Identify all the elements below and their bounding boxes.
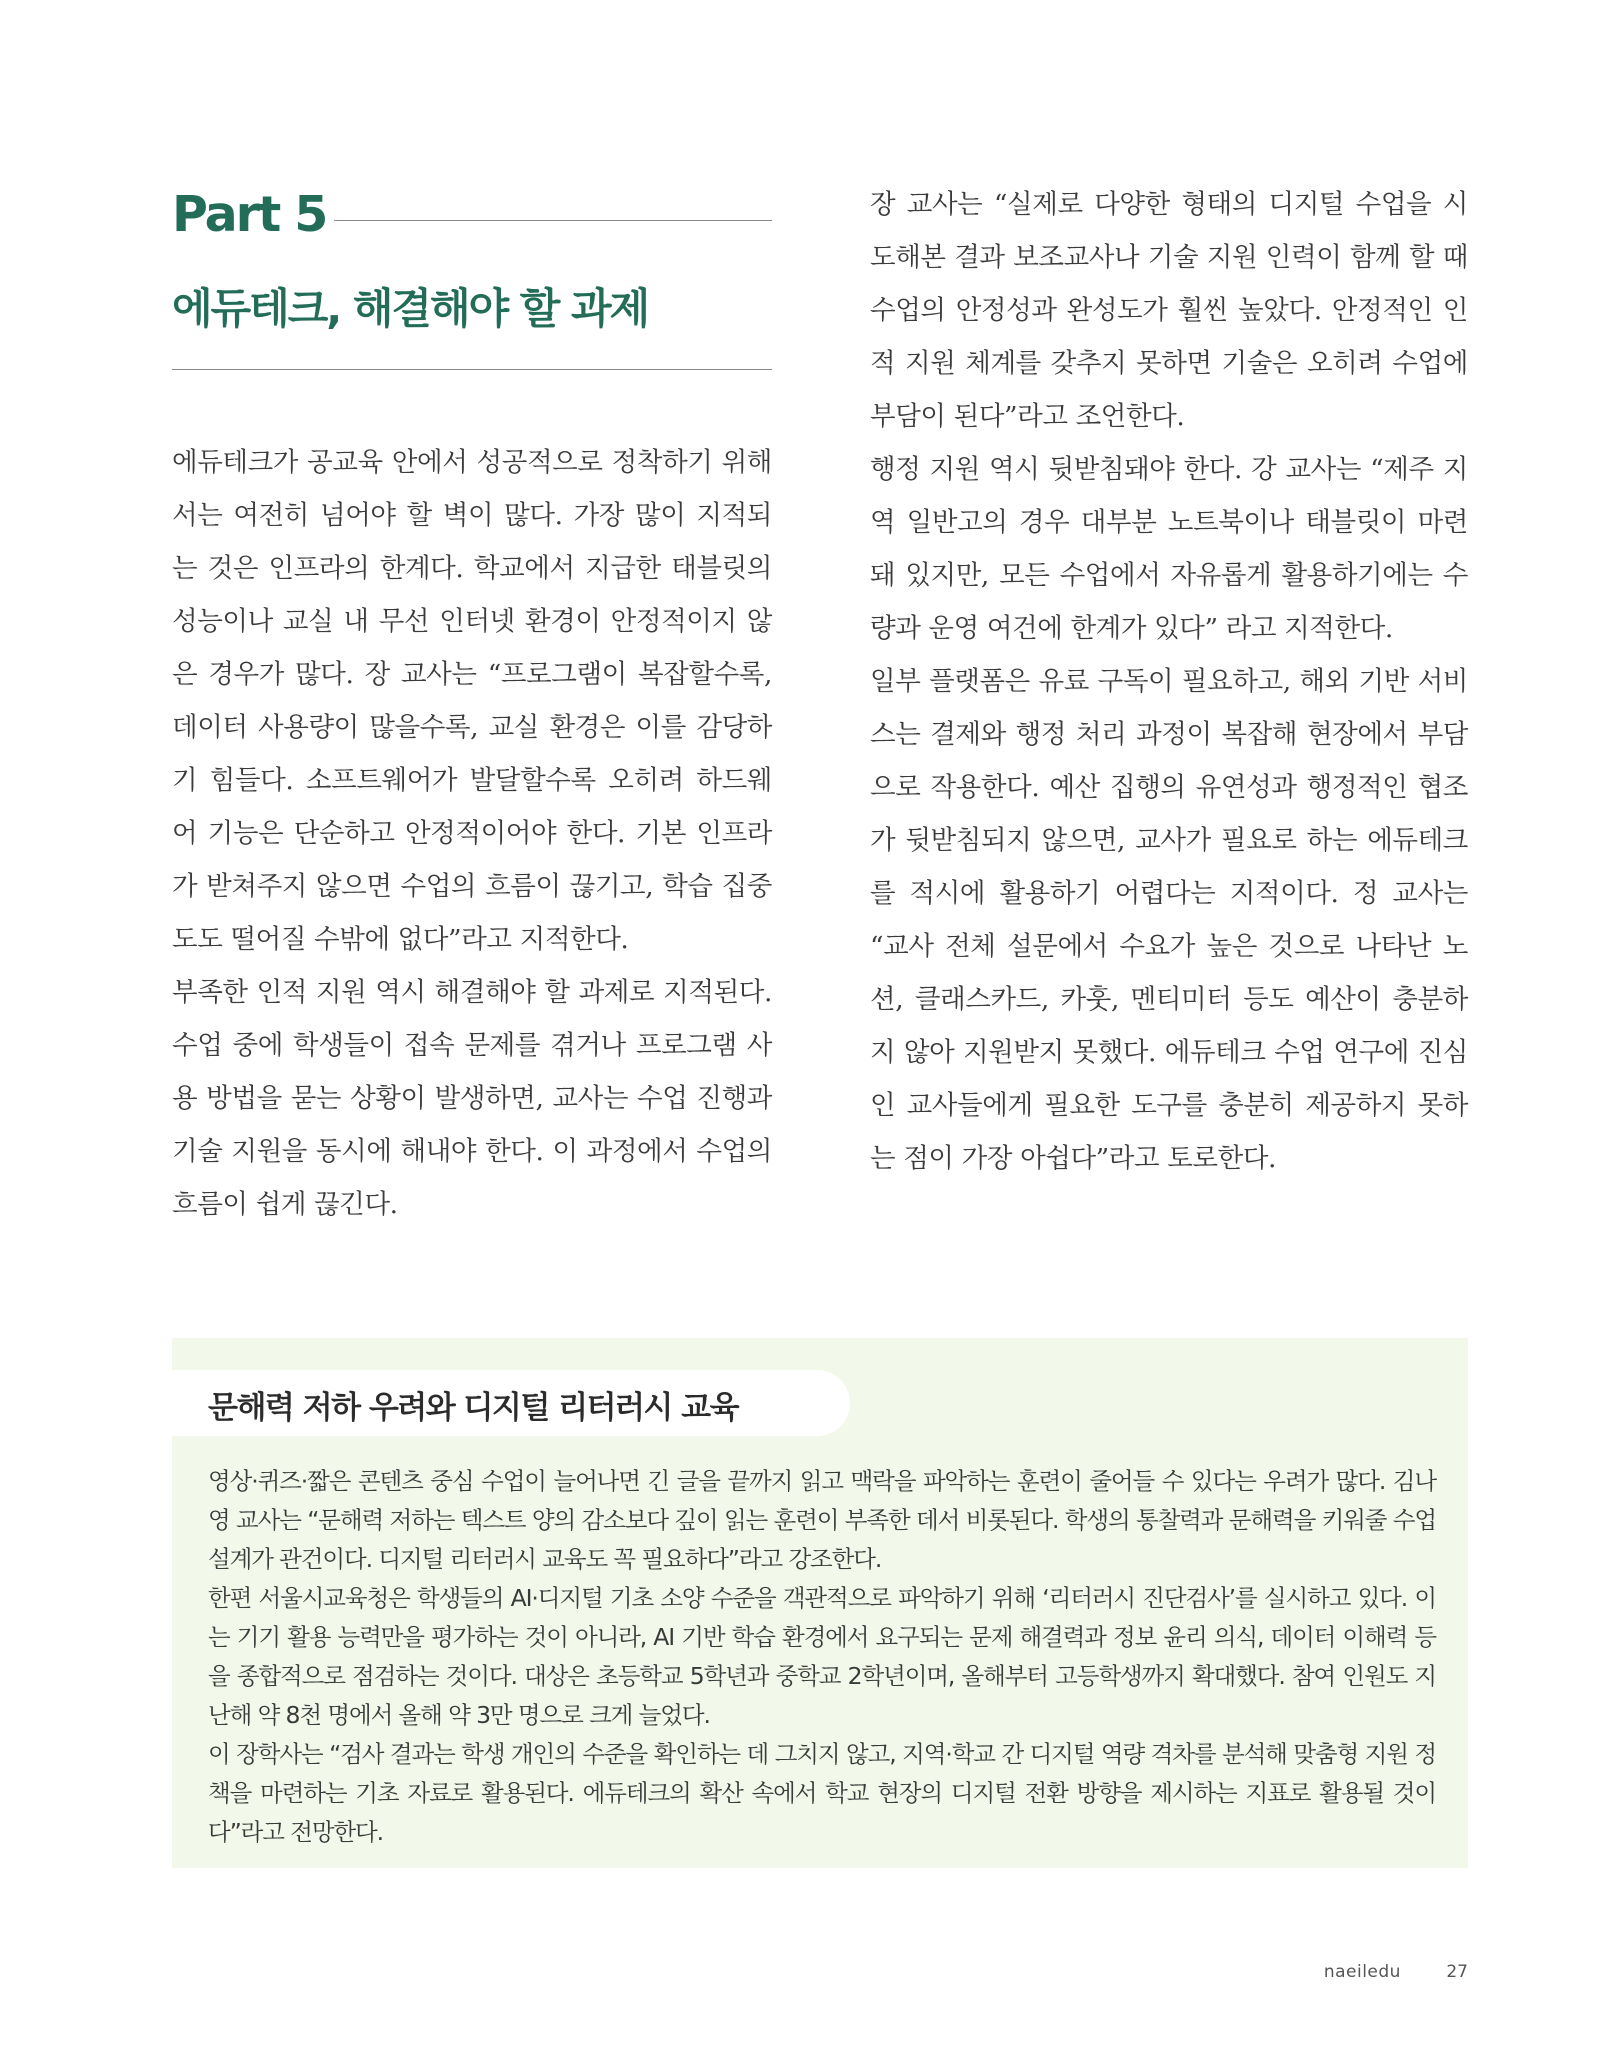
- body-paragraph: 장 교사는 “실제로 다양한 형태의 디지털 수업을 시도해본 결과 보조교사나 기술 지원 인력이 함께 할 때 수업의 안정성과 완성도가 훨씬 높았다. 안정적인 인적 지원 체계를 갖추지 못하면 기술은 오히려 수업에 부담이 된다”라고 조언한다.: [870, 189, 1468, 432]
- publication-name: naeiledu: [1323, 1962, 1401, 1982]
- sidebar-paragraph: 이 장학사는 “검사 결과는 학생 개인의 수준을 확인하는 데 그치지 않고, 지역·학교 간 디지털 역량 격차를 분석해 맞춤형 지원 정책을 마련하는 기초 자료로 활용된다. 에듀테크의 확산 속에서 학교 현장의 디지털 전환 방향을 제시하는 지표로 활용될 것이다”라고 전망한다.: [208, 1740, 1436, 1846]
- sidebar-paragraph: 한편 서울시교육청은 학생들의 AI·디지털 기초 소양 수준을 객관적으로 파악하기 위해 ‘리터러시 진단검사’를 실시하고 있다. 이는 기기 활용 능력만을 평가하는 것이 아니라, AI 기반 학습 환경에서 요구되는 문제 해결력과 정보 윤리 의식, 데이터 이해력 등을 종합적으로 점검하는 것이다. 대상은 초등학교 5학년과 중학교 2학년이며, 올해부터 고등학생까지 확대했다. 참여 인원도 지난해 약 8천 명에서 올해 약 3만 명으로 크게 늘었다.: [208, 1584, 1436, 1729]
- sidebar-box: [172, 1338, 1468, 1868]
- body-paragraph: 일부 플랫폼은 유료 구독이 필요하고, 해외 기반 서비스는 결제와 행정 처리 과정이 복잡해 현장에서 부담으로 작용한다. 예산 집행의 유연성과 행정적인 협조가 뒷받침되지 않으면, 교사가 필요로 하는 에듀테크를 적시에 활용하기 어렵다는 지적이다. 정 교사는 “교사 전체 설문에서 수요가 높은 것으로 나타난 노션, 클래스카드, 카훗, 멘티미터 등도 예산이 충분하지 않아 지원받지 못했다. 에듀테크 수업 연구에 진심인 교사들에게 필요한 도구를 충분히 제공하지 못하는 점이 가장 아쉽다”라고 토로한다.: [870, 666, 1468, 1174]
- body-paragraph: 에듀테크가 공교육 안에서 성공적으로 정착하기 위해서는 여전히 넘어야 할 벽이 많다. 가장 많이 지적되는 것은 인프라의 한계다. 학교에서 지급한 태블릿의 성능이나 교실 내 무선 인터넷 환경이 안정적이지 않은 경우가 많다. 장 교사는 “프로그램이 복잡할수록, 데이터 사용량이 많을수록, 교실 환경은 이를 감당하기 힘들다. 소프트웨어가 발달할수록 오히려 하드웨어 기능은 단순하고 안정적이어야 한다. 기본 인프라가 받쳐주지 않으면 수업의 흐름이 끊기고, 학습 집중도도 떨어질 수밖에 없다”라고 지적한다.: [172, 447, 772, 955]
- sidebar-body: [208, 1462, 1436, 1852]
- section-title: 에듀테크, 해결해야 할 과제: [172, 284, 649, 333]
- page-number: 27: [1446, 1962, 1468, 1982]
- part-label: Part 5: [172, 185, 327, 243]
- left-column: [172, 436, 772, 1231]
- title-rule-divider: [172, 369, 772, 370]
- body-paragraph: 행정 지원 역시 뒷받침돼야 한다. 강 교사는 “제주 지역 일반고의 경우 대부분 노트북이나 태블릿이 마련돼 있지만, 모든 수업에서 자유롭게 활용하기에는 수량과 운영 여건에 한계가 있다” 라고 지적한다.: [870, 454, 1468, 644]
- page-footer: [1324, 1962, 1468, 1982]
- body-paragraph: 부족한 인적 지원 역시 해결해야 할 과제로 지적된다. 수업 중에 학생들이 접속 문제를 겪거나 프로그램 사용 방법을 묻는 상황이 발생하면, 교사는 수업 진행과 기술 지원을 동시에 해내야 한다. 이 과정에서 수업의 흐름이 쉽게 끊긴다.: [172, 977, 772, 1220]
- right-column: [870, 178, 1468, 1185]
- sidebar-paragraph: 영상·퀴즈·짧은 콘텐츠 중심 수업이 늘어나면 긴 글을 끝까지 읽고 맥락을 파악하는 훈련이 줄어들 수 있다는 우려가 많다. 김나영 교사는 “문해력 저하는 텍스트 양의 감소보다 깊이 읽는 훈련이 부족한 데서 비롯된다. 학생의 통찰력과 문해력을 키워줄 수업 설계가 관건이다. 디지털 리터러시 교육도 꼭 필요하다”라고 강조한다.: [208, 1467, 1436, 1573]
- part-heading: [172, 184, 772, 244]
- part-rule-divider: [334, 220, 772, 221]
- sidebar-title: 문해력 저하 우려와 디지털 리터러시 교육: [208, 1390, 739, 1426]
